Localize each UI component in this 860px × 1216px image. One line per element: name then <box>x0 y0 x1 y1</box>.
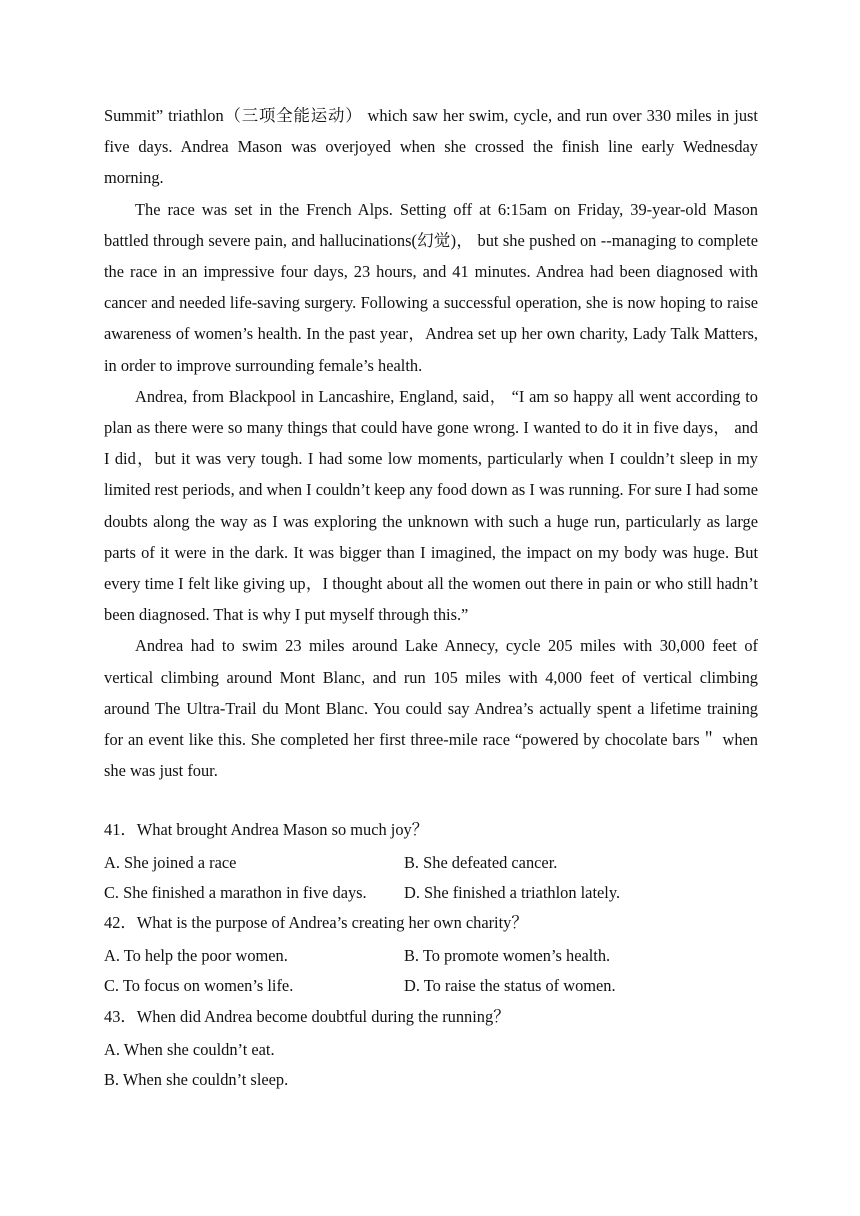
passage-paragraph-1: Summit” triathlon（三项全能运动） which saw her swim, cycle, and run over 330 miles in just five days. Andrea Mason was overjoyed when she crossed the finish line early Wednesday morning. <box>104 106 758 188</box>
passage-paragraph-4: Andrea had to swim 23 miles around Lake Annecy, cycle 205 miles with 30,000 feet of vertical climbing around Mont Blanc, and run 105 miles with 4,000 feet of vertical climbing around The Ultra-Trail du Mont Blanc. You could say Andrea’s actually spent a lifetime training for an event like this. She completed her first three-mile race “powered by chocolate bars＂ when she was just four. <box>104 636 758 781</box>
option-row <box>104 848 758 878</box>
question-42 <box>104 908 758 1001</box>
option-row <box>104 878 758 908</box>
option-a: A. When she couldn’t eat. <box>104 1040 275 1059</box>
option-d: D. To raise the status of women. <box>404 976 616 995</box>
option-a: A. She joined a race <box>104 853 237 872</box>
question-stem: 41．What brought Andrea Mason so much joy？ <box>104 820 429 839</box>
question-43 <box>104 1002 758 1095</box>
question-stem: 42．What is the purpose of Andrea’s creating her own charity？ <box>104 913 528 932</box>
option-b: B. To promote women’s health. <box>404 946 611 965</box>
reading-passage <box>104 100 758 786</box>
option-c: C. She finished a marathon in five days. <box>104 883 367 902</box>
option-b: B. She defeated cancer. <box>404 853 558 872</box>
option-b: B. When she couldn’t sleep. <box>104 1070 289 1089</box>
question-41 <box>104 815 758 908</box>
passage-paragraph-2: The race was set in the French Alps. Setting off at 6:15am on Friday, 39-year-old Mason battled through severe pain, and hallucinations(幻觉)， but she pushed on --managing to complete the race in an impressive four days, 23 hours, and 41 minutes. Andrea had been diagnosed with cancer and needed life-saving surgery. Following a successful operation, she is now hoping to raise awareness of women’s health. In the past year，Andrea set up her own charity, Lady Talk Matters, in order to improve surrounding female’s health. <box>104 199 758 375</box>
option-row <box>104 941 758 971</box>
question-stem: 43．When did Andrea become doubtful during the running？ <box>104 1007 510 1026</box>
option-row <box>104 971 758 1001</box>
option-c: C. To focus on women’s life. <box>104 976 294 995</box>
option-d: D. She finished a triathlon lately. <box>404 883 621 902</box>
option-a: A. To help the poor women. <box>104 946 288 965</box>
passage-paragraph-3: Andrea, from Blackpool in Lancashire, England, said， “I am so happy all went according to plan as there were so many things that could have gone wrong. I wanted to do it in five days， and I did，but it was very tough. I had some low moments, particularly when I couldn’t sleep in my limited rest periods, and when I couldn’t keep any food down as I was running. For sure I had some doubts along the way as I was exploring the unknown with such a huge run, particularly as large parts of it were in the dark. It was bigger than I imagined, the impact on my body was huge. But every time I felt like giving up，I thought about all the women out there in pain or who still hadn’t been diagnosed. That is why I put myself through this.” <box>104 386 758 625</box>
